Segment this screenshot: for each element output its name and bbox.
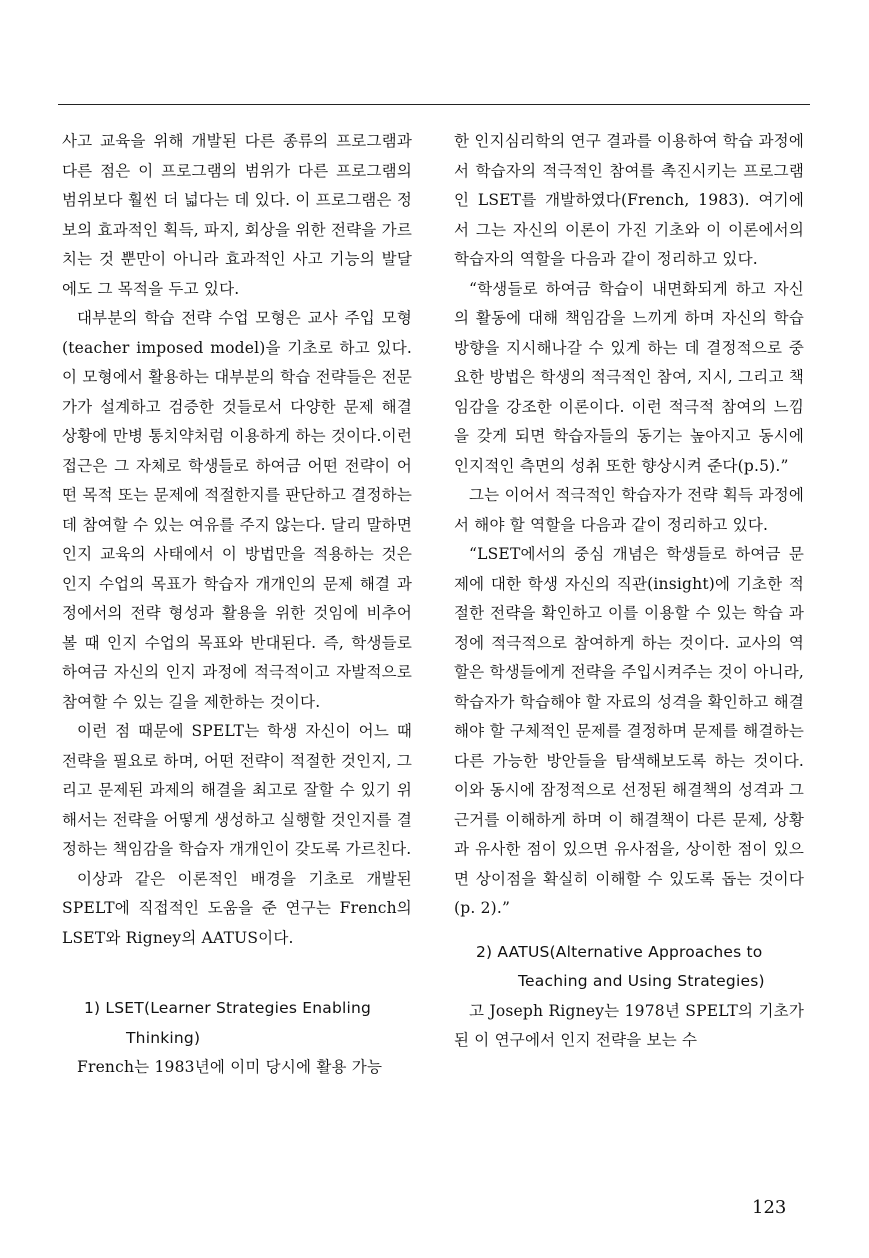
quote-paragraph: “학생들로 하여금 학습이 내면화되게 하고 자신의 활동에 대해 책임감을 느끼게 하며 자신의 학습 방향을 지시해나갈 수 있게 하는 데 결정적으로 중요한 방법은 학생의 적극적인 참여, 지시, 그리고 책임감을 강조한 이론이다. 이런 적극적 참여의 느낌을 갖게 되면 학습자들의 동기는 높아지고 동시에 인지적인 측면의 성취 또한 향상시켜 준다(p.5).” [454,279,804,475]
section-heading [62,994,412,1053]
body-paragraph: 그는 이어서 적극적인 학습자가 전략 획득 과정에서 해야 할 역할을 다음과 같이 정리하고 있다. [454,486,804,534]
section-heading [454,938,804,997]
section-gap [62,953,412,994]
section-heading-line: 1) LSET(Learner Strategies Enabling [84,999,372,1017]
quote-paragraph: “LSET에서의 중심 개념은 학생들로 하여금 문제에 대한 학생 자신의 직관(insight)에 기초한 적절한 전략을 확인하고 이를 이용할 수 있는 학습 과정에 적극적으로 참여하게 하는 것이다. 교사의 역할은 학생들에게 전략을 주입시켜주는 것이 아니라, 학습자가 학습해야 할 자료의 성격을 확인하고 해결해야 할 구체적인 문제를 결정하며 문제를 해결하는 다른 가능한 방안들을 탐색해보도록 하는 것이다. 이와 동시에 잠정적으로 선정된 해결책의 성격과 그 근거를 이해하게 하며 이 해결책이 다른 문제, 상황과 유사한 점이 있으면 유사점을, 상이한 점이 있으면 상이점을 확실히 이해할 수 있도록 돕는 것이다(p. 2).” [454,545,804,917]
body-paragraph: 이런 점 때문에 SPELT는 학생 자신이 어느 때 전략을 필요로 하며, 어떤 전략이 적절한 것인지, 그리고 문제된 과제의 해결을 최고로 잘할 수 있기 위해서는 전략을 어떻게 생성하고 실행할 것인지를 결정하는 책임감을 학습자 개개인이 갖도록 가르친다. [62,722,412,858]
body-paragraph: 이상과 같은 이론적인 배경을 기초로 개발된 SPELT에 직접적인 도움을 준 연구는 French의 LSET와 Rigney의 AATUS이다. [62,869,412,947]
page-number: 123 [752,1197,787,1218]
section-gap [454,924,804,938]
body-paragraph: 고 Joseph Rigney는 1978년 SPELT의 기초가 된 이 연구에서 인지 전략을 보는 수 [454,1001,804,1049]
section-heading-line: Teaching and Using Strategies) [518,972,765,990]
header-rule [58,104,810,105]
body-paragraph: 사고 교육을 위해 개발된 다른 종류의 프로그램과 다른 점은 이 프로그램의 범위가 다른 프로그램의 범위보다 훨씬 더 넓다는 데 있다. 이 프로그램은 정보의 효과적인 획득, 파지, 회상을 위한 전략을 가르치는 것 뿐만이 아니라 효과적인 사고 기능의 발달에도 그 목적을 두고 있다. [62,132,412,298]
body-paragraph: French는 1983년에 이미 당시에 활용 가능 [77,1058,383,1076]
body-paragraph: 한 인지심리학의 연구 결과를 이용하여 학습 과정에서 학습자의 적극적인 참여를 촉진시키는 프로그램인 LSET를 개발하였다(French, 1983). 여기에서 그는 자신의 이론이 가진 기초와 이 이론에서의 학습자의 역할을 다음과 같이 정리하고 있다. [454,132,804,268]
section-heading-line: Thinking) [126,1028,201,1047]
right-column [454,127,804,1056]
section-heading-line: 2) AATUS(Alternative Approaches to [476,942,763,961]
left-column [62,127,412,1083]
body-paragraph: 대부분의 학습 전략 수업 모형은 교사 주입 모형(teacher imposed model)을 기초로 하고 있다. 이 모형에서 활용하는 대부분의 학습 전략들은 전문가가 설계하고 검증한 것들로서 다양한 문제 해결 상황에 만병 통치약처럼 이용하게 하는 것이다.이런 접근은 그 자체로 학생들로 하여금 어떤 전략이 어떤 목적 또는 문제에 적절한지를 판단하고 결정하는 데 참여할 수 있는 여유를 주지 않는다. 달리 말하면 인지 교육의 사태에서 이 방법만을 적용하는 것은 인지 수업의 목표가 학습자 개개인의 문제 해결 과정에서의 전략 형성과 활용을 위한 것임에 비추어 볼 때 인지 수업의 목표와 반대된다. 즉, 학생들로 하여금 자신의 인지 과정에 적극적이고 자발적으로 참여할 수 있는 길을 제한하는 것이다. [62,309,412,711]
